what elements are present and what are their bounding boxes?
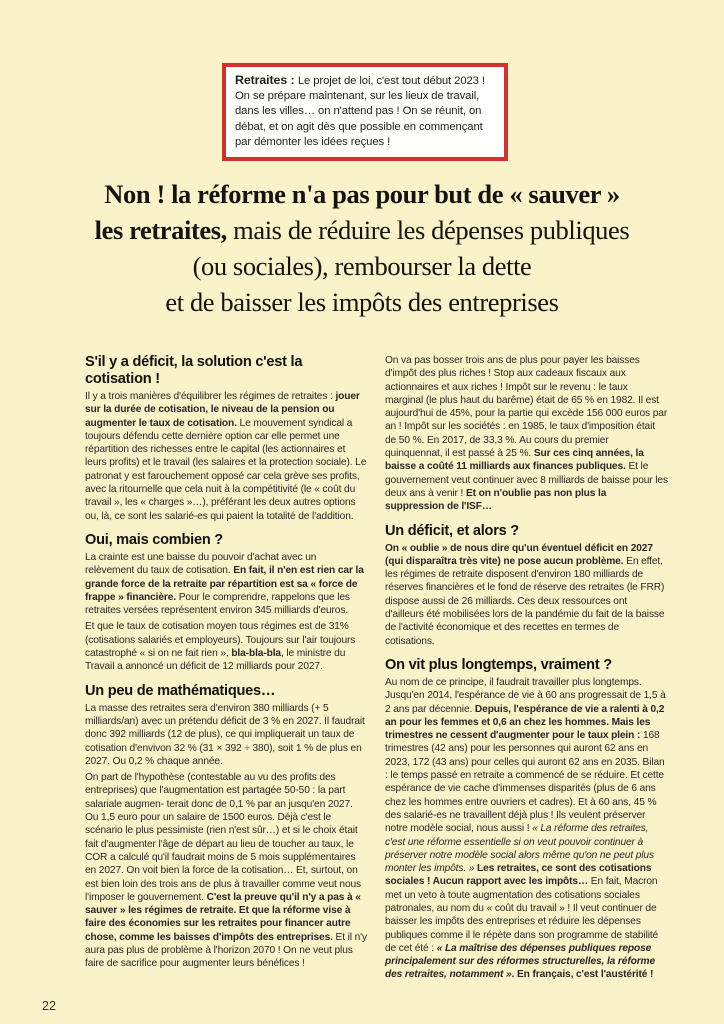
column-right — [385, 354, 668, 985]
section-heading: S'il y a déficit, la solution c'est la cotisation ! — [85, 354, 303, 387]
intro-box — [222, 63, 508, 161]
section-heading: Un déficit, et alors ? — [385, 522, 519, 539]
text-segment: Et il n'y aura pas plus de problème à l'horizon 2070 ! On ne veut plus faire de sacrifice pour augmenter leurs bénéfices ! — [85, 931, 367, 970]
article-section — [385, 354, 668, 514]
paragraph — [385, 542, 668, 648]
text-segment: Non ! la réforme n'a pas pour but de « sauver » — [104, 179, 620, 209]
headline-line — [20, 248, 704, 284]
paragraph — [85, 702, 368, 768]
article-section — [85, 532, 368, 674]
headline-line — [20, 284, 704, 320]
column-left — [85, 354, 368, 985]
section-heading: Oui, mais combien ? — [85, 531, 223, 548]
article-section — [385, 523, 668, 648]
text-segment: Sur ces cinq années, la baisse a coûté 11 milliards aux finances publiques. — [385, 448, 644, 473]
paragraph — [85, 620, 368, 673]
text-segment: La crainte est une baisse du pouvoir d'achat avec un relèvement du taux de cotisation. — [85, 551, 317, 577]
intro-box-text — [235, 73, 495, 150]
text-segment: les retraites, — [94, 215, 234, 245]
text-segment: Retraites : — [235, 73, 298, 87]
text-segment: En fait, Macron met un veto à toute augmentation des cotisations sociales patronales, au nom du « coût du travail » ! Il veut continuer de baisser les impôts des entreprises et réduire les dépenses publiques comme il le répète dans son programme de stabilité de cet été : — [385, 876, 659, 954]
headline-line — [20, 212, 704, 248]
text-segment: (ou sociales), rembourser la dette — [192, 251, 532, 281]
text-segment: En fait, il n'en est rien car la grande force de la retraite par répartition est sa « force de frappe » financière. — [85, 565, 364, 603]
text-segment: et de baisser les impôts des entreprises — [165, 287, 559, 317]
text-segment: On va pas bosser trois ans de plus pour payer les baisses d'impôt des plus riches ! Stop aux cadeaux fiscaux aux actionnaires et aux riches ! Impôt sur le revenu : le taux marginal (le plus haut du barême) était de 65 % en 1982. Il est aujourd'hui de 45%, pour la partie qui excède 156 000 euros par an ! Impôt sur les sociétés : en 1985, le taux d'imposition était de 50 %. En 2017, de 33,3 %. Au cours du premier quinquennat, il est passé à 25 %. — [385, 355, 668, 460]
text-segment: mais de réduire les dépenses publiques — [233, 215, 630, 245]
page-title — [20, 176, 704, 320]
text-segment: Depuis, l'espérance de vie a ralenti à 0,2 an pour les femmes et 0,6 an chez les hommes. Mais les trimestres ne cessent d'augmenter pour le taux plein : — [385, 703, 665, 742]
text-segment: « La maîtrise des dépenses publiques repose principalement sur des réformes structurelles, la réforme des retraites, notamment » — [385, 942, 656, 981]
text-segment: Et que le taux de cotisation moyen tous régimes est de 31% (cotisations salariés et employeurs). Toujours sur l'air toujours catastrophé « si on ne fait rien », — [85, 621, 356, 660]
text-segment: Il y a trois manières d'équilibrer les régimes de retraites : — [85, 391, 336, 402]
article-section — [385, 657, 668, 982]
text-segment: La masse des retraites sera d'environ 380 milliards (+ 5 milliards/an) avec un prétendu déficit de 3 % en 2027. Il faudrait donc 392 milliards (12 de plus), ce qui impliquerait un taux de cotisation d'envivon 32 % (31 × 392 ÷ 380), soit 1 % de plus en 2027. Ou 0,2 % chaque année. — [85, 702, 365, 767]
text-segment: Et on n'oublie pas non plus la suppression de l'ISF… — [385, 487, 607, 513]
text-segment: On « oublie » de nous dire qu'un éventuel déficit en 2027 (qui disparaîtra très vite) ne pose aucun problème. — [385, 542, 653, 567]
paragraph — [85, 771, 368, 970]
headline-line — [20, 176, 704, 212]
text-segment: On part de l'hypothèse (contestable au vu des profits des entreprises) que l'augmentation est partagée 50-50 : la part salariale augmen- terait donc de 0,1 % par an jusqu'en 2027. Ou 1,5 euro pour un salaire de 1500 euros. Déjà c'est le scénario le plus pessimiste (rien n'est sûr…) et si le choix était fait d'augmenter l'âge de départ au lieu de toucher au taux, le COR a calculé qu'il faudrait moins de 5 mois supplémentaires en 2027. On voit bien la force de la cotisation… Et, surtout, on est bien loin des trois ans de plus à travailler comme veut nous l'imposer le gouvernement. — [85, 772, 362, 903]
paragraph — [385, 354, 668, 514]
text-segment: , le ministre du Travail a annoncé un déficit de 12 milliards pour 2027. — [85, 648, 346, 673]
section-heading: On vit plus longtemps, vraiment ? — [385, 656, 612, 673]
text-segment: . En français, c'est l'austérité ! — [511, 969, 654, 981]
article-section — [85, 683, 368, 971]
text-segment: 168 trimestres (42 ans) pour les personnes qui auront 62 ans en 2023, 172 (43 ans) pour celles qui auront 62 ans en 2035. Bilan : le temps passé en retraite a commencé de se réduire. Et cette espérance de vie cache d'immenses disparités (plus de 6 ans chez les hommes entre ouvriers et cadres). Et à 60 ans, 45 % des salarié-es ne travaillent déjà plus ! Ils veulent préserver notre modèle social, nous aussi ! — [385, 730, 665, 835]
text-segment: « La réforme des retraites, c'est une réforme essentielle si on veut pouvoir continuer à préserver notre modèle social alors même qu'on ne peut plus monter les impôts. » — [385, 823, 654, 875]
text-segment: Le mouvement syndical a toujours défendu cette dernière option car elle permet une répartition des richesses entre le capital (les actionnaires et leurs profits) et le travail (les salaires et la protection sociale). Le patronat y est farouchement opposé car cela grève ses profits, avec la ritournelle que cela nuit à la compétitivité (le « coût du travail », les « charges »…), préférant les deux autres options ou, là, ce sont les salarié-es qui paient la totalité de l'addition. — [85, 417, 367, 522]
article-section — [85, 354, 368, 523]
section-heading: Un peu de mathématiques… — [85, 682, 276, 699]
text-segment: Pour le comprendre, rappelons que les retraites versées représentent environ 345 milliards d'euros. — [85, 591, 350, 617]
text-segment: C'est la preuve qu'il n'y a pas à « sauver » les régimes de retraite. Et que la réforme vise à faire des économies sur les retraites pour financer autre chose, comme les baisses d'impôts des entreprises. — [85, 891, 361, 943]
text-segment: En effet, les régimes de retraite disposent d'environ 180 milliards de réserves financières et le fond de réserve des retraites (le FRR) dispose aussi de 26 milliards. Ces deux ressources ont d'ailleurs été mobilisées lors de la pandémie du fait de la baisse de l'activité économique et des recettes en termes de cotisations. — [385, 555, 665, 647]
text-segment: jouer sur la durée de cotisation, le niveau de la pension ou augmenter le taux de cotisation. — [85, 391, 360, 429]
text-segment: bla-bla-bla — [231, 648, 281, 660]
paragraph — [85, 390, 368, 523]
paragraph — [85, 551, 368, 617]
paragraph — [385, 676, 668, 982]
article-columns — [85, 354, 668, 985]
page-number: 22 — [42, 999, 56, 1013]
text-segment: Le projet de loi, c'est tout début 2023 ! On se prépare maintenant, sur les lieux de travail, dans les villes… on n'attend pas ! On se réunit, on débat, et on agit dès que possible en commençant par démonter les idées reçues ! — [235, 75, 485, 148]
text-segment: Au nom de ce principe, il faudrait travailler plus longtemps. Jusqu'en 2014, l'espérance de vie à 60 ans progressait de 1,5 à 2 ans par décennie. — [385, 676, 666, 715]
text-segment: Et le gouvernement veut continuer avec 8 milliards de baisse pour les deux ans à venir ! — [385, 461, 668, 499]
text-segment: Les retraites, ce sont des cotisations sociales ! Aucun rapport avec les impôts… — [385, 863, 652, 888]
